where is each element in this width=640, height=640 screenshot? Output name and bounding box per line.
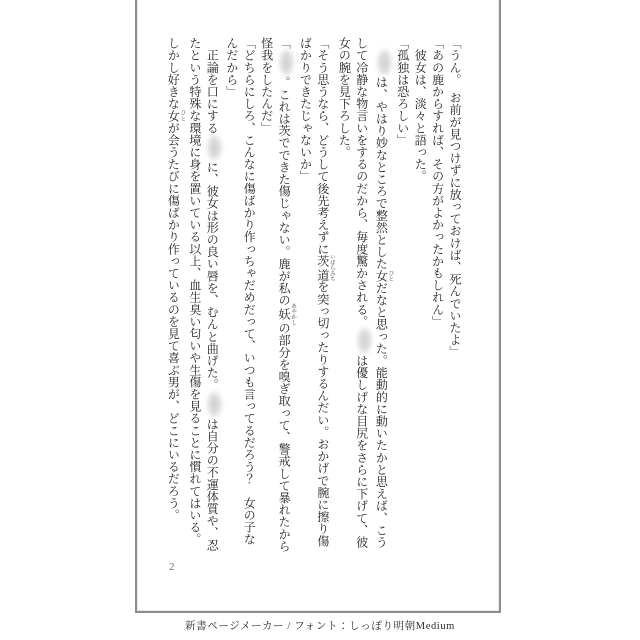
furigana-ruby: 女 ひと (374, 269, 394, 282)
censored-name-blur (377, 49, 392, 76)
censored-name-blur (279, 49, 294, 76)
censored-name-blur (207, 134, 222, 161)
footer-caption: 新書ページメーカー / フォント：しっぽり明朝Medium (185, 621, 455, 632)
text-line: 正論を口にするに、彼女は形の良い唇を、むんと曲げた。は自分の不運体質や、忍 (203, 37, 223, 545)
text-line: して冷静な物言いをするのだから、毎度驚かされる。は優しげな目尻をさらに下げて、彼 (352, 37, 372, 545)
text-line: 「。これは茨でできた傷じゃない。鹿が私の妖 あやかしの部分を嗅ぎ取って、警戒して暴れたから (277, 37, 297, 552)
censored-name-blur (207, 391, 222, 418)
furigana-ruby: 妖 あやかし (277, 303, 297, 326)
text-line: 「うん。 お前が見つけずに放っておけば、死んでいたよ」 (448, 37, 462, 358)
text-line: 彼女は、淡々と語った。 (413, 37, 428, 183)
censored-name-blur (357, 327, 372, 354)
text-line: は、やはり妙なところで整然とした女 ひとだなと思った。能動的に動いたかと思えば、こう (372, 37, 393, 545)
furigana-ruby: 茨道 いばらみち (315, 254, 335, 282)
text-line: 「あの鹿からすれば、その方がよかったかもしれん」 (430, 37, 445, 328)
text-line: たという特殊な環境に身を置いている以上、血生臭い匂いや生傷を見ることに慣れてはいる。 (187, 37, 202, 546)
text-line: ばかりできたじゃないか」 (298, 37, 313, 183)
book-page (135, 0, 501, 613)
vertical-text-block (164, 37, 463, 552)
page-number: 2 (169, 561, 175, 573)
text-line: 「孤独は恐ろしい」 (395, 37, 410, 146)
text-line: しかし好きな女 ひとが会うたびに傷ばかり作っているのを見て喜ぶ男が、どこにいるだろう。 (166, 37, 186, 522)
text-line: 「どちらにしろ、こんなに傷ばかり作っちゃだめだって、いつも言ってるだろう？ 女の子な (242, 37, 257, 546)
text-line: んだから」 (224, 37, 239, 98)
text-line: 怪我をしたんだ」 (259, 37, 274, 134)
text-line: 女の腕を見下ろした。 (337, 37, 352, 158)
text-line: 「そう思うなら、どうして後先考えずに茨道 いばらみちを突っ切ったりするんだい。おかげで腕に擦り傷 (315, 37, 335, 547)
furigana-ruby: 女 ひと (166, 109, 186, 122)
